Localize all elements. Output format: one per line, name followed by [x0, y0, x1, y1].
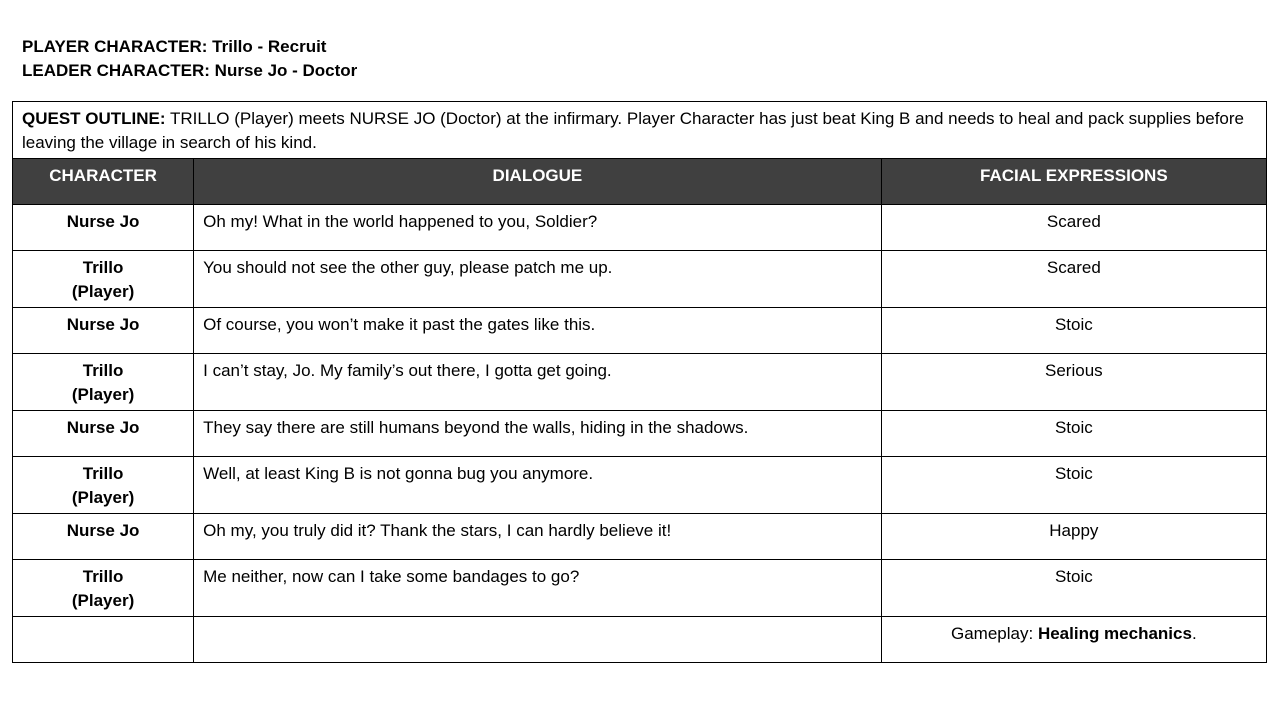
expression-cell: Serious [881, 354, 1266, 411]
character-cell [13, 411, 194, 457]
gameplay-prefix: Gameplay: [951, 624, 1038, 643]
leader-character-line: LEADER CHARACTER: Nurse Jo - Doctor [22, 61, 358, 80]
quest-outline [13, 102, 1267, 159]
character-cell [13, 308, 194, 354]
table-header-row [13, 159, 1267, 205]
table-row [13, 457, 1267, 514]
dialogue-cell: Of course, you won’t make it past the gates like this. [194, 308, 882, 354]
table-row [13, 251, 1267, 308]
quest-outline-row [13, 102, 1267, 159]
character-header [22, 35, 357, 83]
character-name: Nurse Jo [66, 212, 140, 231]
table-row [13, 560, 1267, 617]
dialogue-cell: You should not see the other guy, please patch me up. [194, 251, 882, 308]
column-header-facial-expressions: FACIAL EXPRESSIONS [881, 159, 1266, 205]
gameplay-mechanic: Healing mechanics [1037, 624, 1192, 643]
table-row [13, 308, 1267, 354]
character-name: Trillo [82, 464, 124, 483]
column-header-character: CHARACTER [13, 159, 194, 205]
gameplay-row [13, 617, 1267, 663]
character-name: Trillo [82, 567, 124, 586]
character-cell [13, 514, 194, 560]
character-cell [13, 457, 194, 514]
character-cell [13, 251, 194, 308]
expression-cell: Scared [881, 251, 1266, 308]
quest-outline-label: QUEST OUTLINE: [22, 109, 166, 128]
character-name: Nurse Jo [66, 521, 140, 540]
character-name: Trillo [82, 258, 124, 277]
character-role: (Player) [71, 385, 135, 404]
dialogue-cell: They say there are still humans beyond the walls, hiding in the shadows. [194, 411, 882, 457]
dialogue-cell: I can’t stay, Jo. My family’s out there, I gotta get going. [194, 354, 882, 411]
character-name: Nurse Jo [66, 418, 140, 437]
character-cell [13, 205, 194, 251]
gameplay-suffix: . [1191, 624, 1197, 643]
character-role: (Player) [71, 282, 135, 301]
expression-cell: Happy [881, 514, 1266, 560]
column-header-dialogue: DIALOGUE [194, 159, 882, 205]
table-row [13, 514, 1267, 560]
character-cell [13, 354, 194, 411]
dialogue-cell: Oh my, you truly did it? Thank the stars, I can hardly believe it! [194, 514, 882, 560]
empty-character-cell [13, 617, 194, 663]
expression-cell: Scared [881, 205, 1266, 251]
dialogue-cell: Oh my! What in the world happened to you, Soldier? [194, 205, 882, 251]
empty-dialogue-cell [194, 617, 882, 663]
expression-cell: Stoic [881, 308, 1266, 354]
dialogue-cell: Well, at least King B is not gonna bug you anymore. [194, 457, 882, 514]
character-role: (Player) [71, 591, 135, 610]
dialogue-table [12, 101, 1267, 663]
character-name: Nurse Jo [66, 315, 140, 334]
character-cell [13, 560, 194, 617]
character-name: Trillo [82, 361, 124, 380]
character-role: (Player) [71, 488, 135, 507]
expression-cell: Stoic [881, 560, 1266, 617]
gameplay-note [881, 617, 1266, 663]
table-row [13, 411, 1267, 457]
dialogue-cell: Me neither, now can I take some bandages to go? [194, 560, 882, 617]
expression-cell: Stoic [881, 411, 1266, 457]
quest-outline-text: TRILLO (Player) meets NURSE JO (Doctor) at the infirmary. Player Character has just beat King B and needs to heal and pack supplies before leaving the village in search of his kind. [22, 109, 1244, 152]
table-row [13, 205, 1267, 251]
table-row [13, 354, 1267, 411]
expression-cell: Stoic [881, 457, 1266, 514]
player-character-line: PLAYER CHARACTER: Trillo - Recruit [22, 37, 327, 56]
